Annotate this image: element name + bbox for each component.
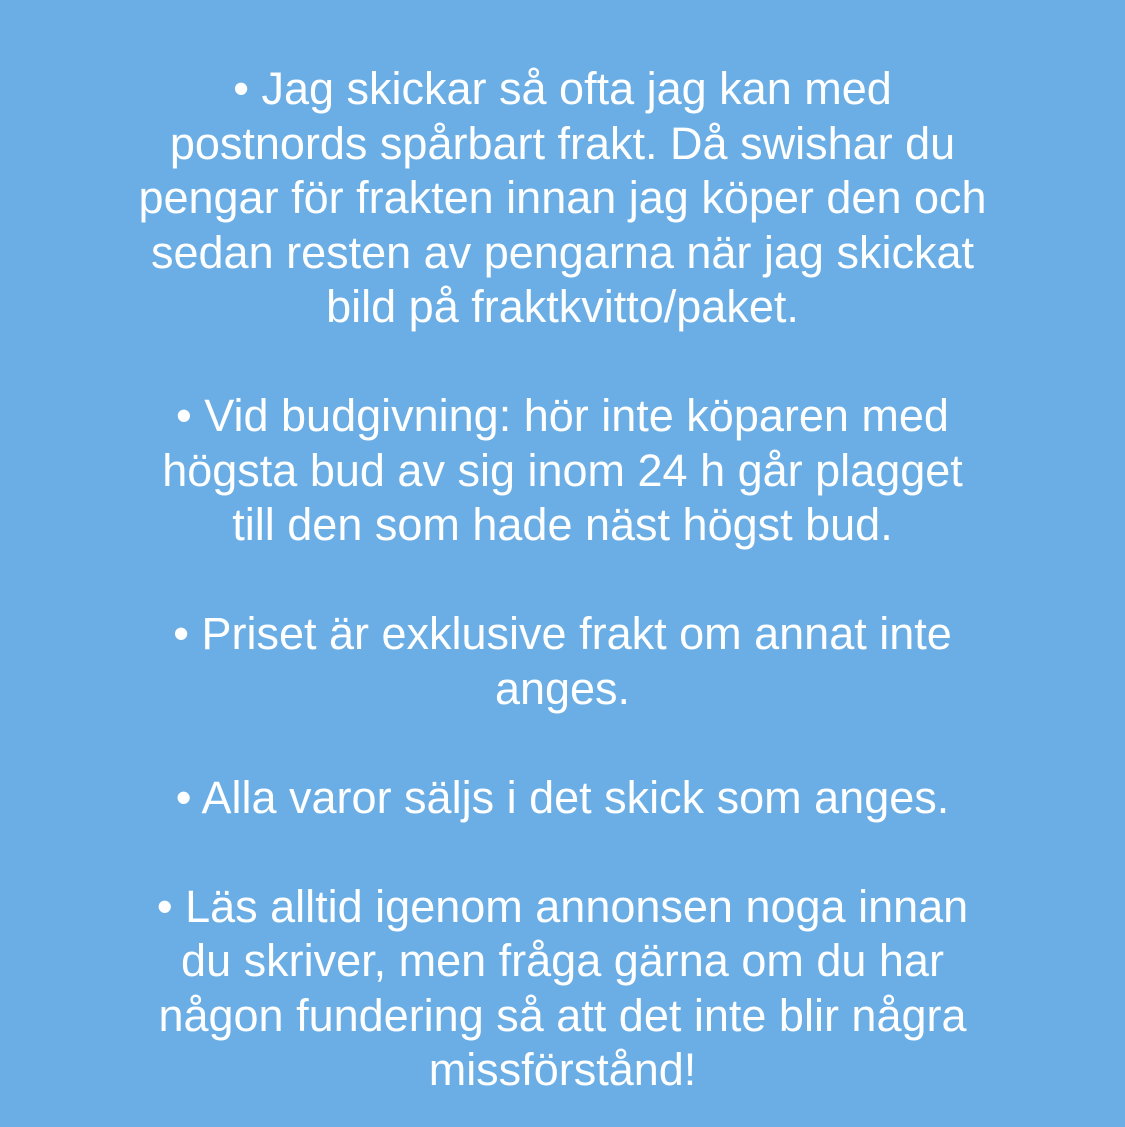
note-1-line-2: postnords spårbart frakt. Då swishar du: [169, 117, 956, 169]
paragraph-gap: [110, 335, 1015, 390]
note-5-line-2: du skriver, men fråga gärna om du har: [181, 935, 944, 986]
note-5-line-3: någon fundering så att det inte blir några: [158, 989, 967, 1041]
note-1-line-3: pengar för frakten innan jag köper den och: [138, 172, 987, 223]
note-4-line-1: • Alla varor säljs i det skick som anges.: [175, 771, 950, 823]
paragraph-gap: [110, 825, 1015, 880]
note-2-line-1: • Vid budgivning: hör inte köparen med: [176, 390, 949, 441]
shipping-and-terms-text: [0, 62, 1125, 1098]
paragraph-gap: [110, 553, 1015, 608]
note-3-line-2: anges.: [494, 662, 631, 714]
note-2-line-2: högsta bud av sig inom 24 h går plagget: [162, 444, 963, 496]
paragraph-gap: [110, 716, 1015, 771]
note-3-line-1: • Priset är exklusive frakt om annat inte: [173, 608, 952, 659]
note-1-line-4: sedan resten av pengarna när jag skickat: [150, 226, 974, 278]
note-1-line-1: • Jag skickar så ofta jag kan med: [233, 63, 892, 114]
note-1-line-5: bild på fraktkvitto/paket.: [326, 281, 799, 332]
note-5-line-1: • Läs alltid igenom annonsen noga innan: [156, 880, 969, 932]
note-5-line-4: missförstånd!: [428, 1044, 697, 1095]
note-2-line-3: till den som hade näst högst bud.: [232, 499, 893, 550]
